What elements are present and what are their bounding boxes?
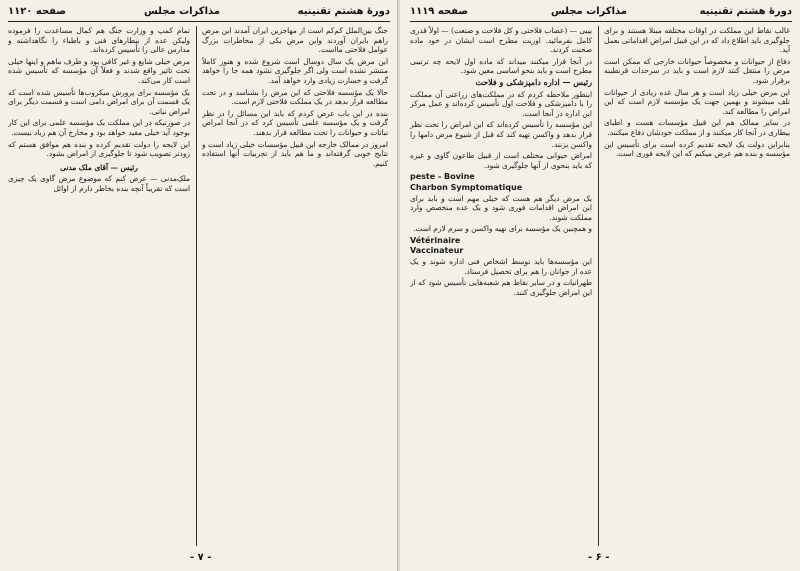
paragraph: بنده در این باب عرض کردم که باید این مسائل را در نظر گرفت و یک مؤسسه علمی تأسیس کرد که در آنجا امراض نباتات و حیوانات را تحت مطالعه قرار بدهند. (202, 108, 388, 137)
right-page (400, 0, 800, 571)
right-header-page-number: صفحه ۱۱۱۹ (410, 6, 469, 17)
paragraph: این مؤسسه را تأسیس کرده‌اند که این امراض را تحت نظر قرار بدهد و واکسن تهیه کند که قبل از شیوع مرض دامها را واکسن بزنند. (410, 120, 592, 149)
latin-term: Charbon Symptomatique (410, 182, 523, 192)
left-header-title: مذاکرات مجلس (143, 6, 220, 17)
paragraph: در سایر ممالک هم این قبیل مؤسسات هست و اطبای بیطاری در آنجا کار میکنند و از مملکت خودشان دفاع میکنند. (604, 118, 790, 137)
right-page-header (410, 6, 792, 22)
right-page-column-right (604, 26, 790, 546)
paragraph: امروز در ممالک خارجه این قبیل مؤسسات خیلی زیاد است و نتایج خوبی گرفته‌اند و ما هم باید از تجربیات آنها استفاده کنیم. (202, 139, 388, 168)
paragraph: غالب نقاط این مملکت در اوقات مختلفه مبتلا هستند و برای جلوگیری باید اطلاع داد که در این قبیل امراض اقداماتی بعمل آید. (604, 26, 790, 55)
paragraph: در صورتیکه در این مملکت یک مؤسسه علمی برای این کار بوجود آید خیلی مفید خواهد بود و مخارج آن هم زیاد نیست. (8, 118, 190, 137)
paragraph: بیبی — (عضاب فلاحتی و کل فلاحت و صنعت) — اولاً قدری کامل بفرمائید. اوریت مطرح است ایشان در خود ماده صحبت کردند. (410, 26, 592, 55)
left-page-folio: - ۷ - (190, 552, 212, 563)
header-rule (410, 21, 792, 22)
paragraph: بنابراین دولت یک لایحه تقدیم کرده است برای تأسیس این مؤسسه و بنده هم عرض میکنم که این لایحه فوری است. (604, 139, 790, 159)
left-header-session: دورهٔ هشتم تقنینیه (297, 6, 390, 17)
paragraph: ملک‌مدنی — عرض کنم که موضوع مرض گاوی یک چیزی است که تقریباً آنچه بنده بخاطر دارم از اوائل (8, 174, 190, 193)
right-page-folio: - ۶ - (588, 552, 610, 563)
column-divider (598, 26, 599, 546)
latin-term: Vétérinaire (410, 235, 461, 245)
left-page-column-right (202, 26, 388, 546)
latin-term: Vaccinateur (410, 246, 464, 256)
paragraph: دفاع از حیوانات و مخصوصاً حیوانات خارجی که ممکن است مرض را منتقل کنند لازم است و باید در سرحدات قرنطینه برقرار شود. (604, 56, 790, 85)
paragraph: این مرض یک سال دوسال است شروع شده و هنوز کاملاً منتشر نشده است ولی اگر جلوگیری نشود همه جا را خواهد گرفت و خسارت زیادی وارد خواهد آمد. (202, 56, 388, 85)
latin-term: peste - Bovine (410, 172, 475, 182)
right-header-title: مذاکرات مجلس (550, 6, 627, 17)
paragraph: و همچنین یک مؤسسه برای تهیه واکسن و سرم لازم است. (413, 224, 592, 234)
paragraph: طهرانیات و در سایر نقاط هم شعبه‌هایی تأسیس شود که از این امراض جلوگیری کنند. (410, 278, 592, 297)
speaker-line: رئیس — آقای ملک مدنی (60, 162, 138, 172)
paragraph: مرض خیلی شایع و غیر کافی بود و طرف ماهم و اینها خیلی تحت تاثیر واقع شدند و فعلاً آن مؤسسه که تأسیس شده است کار می‌کند. (8, 56, 190, 85)
left-page-header (8, 6, 390, 22)
header-rule (8, 21, 390, 22)
paragraph: جنگ بین‌الملل کم‌کم است از مهاجرین ایران آمدند این مرض راهم بایران آوردند واین مرض یکی از مخاطرات بزرگ عوامل فلاحتی مااست. (202, 26, 388, 55)
section-heading: رئیس — اداره دامپزشکی و فلاحت (475, 76, 592, 87)
column-divider (196, 26, 197, 546)
paragraph: یک مؤسسه برای پرورش میکروب‌ها تأسیس شده است که یک قسمت آن برای امراض دامی است و قسمت دیگر برای امراض نباتی. (8, 87, 190, 116)
left-header-page-number: صفحه ۱۱۲۰ (8, 6, 67, 17)
paragraph: در آنجا قرار میکنند میداند که ماده اول لایحه چه ترتیبی مطرح است و باید بنحو اساسی معین شود. (410, 56, 592, 76)
paragraph: تمام کمپ و وزارت جنگ هم کمال مساعدت را فرموده ولیکن عده از بیطارهای فنی و باطباء را نگاهداشته و مدارس عالی را تأسیس کرده‌اند. (8, 26, 190, 55)
left-page-column-left (8, 26, 190, 546)
paragraph: این مؤسسه‌ها باید توسط اشخاص فنی اداره شوند و یک عده از جوانان را هم برای تحصیل فرستاد. (410, 257, 592, 276)
right-header-session: دورهٔ هشتم تقنینیه (699, 6, 792, 17)
paragraph: این مرض خیلی زیاد است و هر سال عده زیادی از حیوانات تلف میشوند و بهمین جهت یک مؤسسه لازم است که این امراض را مطالعه کند. (604, 87, 790, 116)
left-page (0, 0, 399, 571)
paragraph: این لایحه را دولت تقدیم کرده و بنده هم موافق هستم که زودتر تصویب شود تا جلوگیری از امراض بشود. (8, 139, 190, 159)
paragraph: حالا یک مؤسسه فلاحتی که این مرض را بشناسد و در تحت مطالعه قرار بدهد در یک مملکت فلاحتی لازم است. (202, 87, 388, 107)
paragraph: امراض حیوانی مختلف است از قبیل طاعون گاوی و غیره که باید بنحوی از آنها جلوگیری شود. (410, 151, 592, 170)
paragraph: اینطور ملاحظه کردم که در مملکت‌های زراعتی آن مملکت را با دامپزشکی و فلاحت اول تأسیس کرده‌اند و عمل مرکز این اداره در آنجا است. (410, 89, 592, 118)
paragraph: یک مرض دیگر هم هست که خیلی مهم است و باید برای این امراض اقدامات فوری شود و یک عده متخصص وارد مملکت شوند. (410, 193, 592, 222)
right-page-column-left (410, 26, 592, 546)
